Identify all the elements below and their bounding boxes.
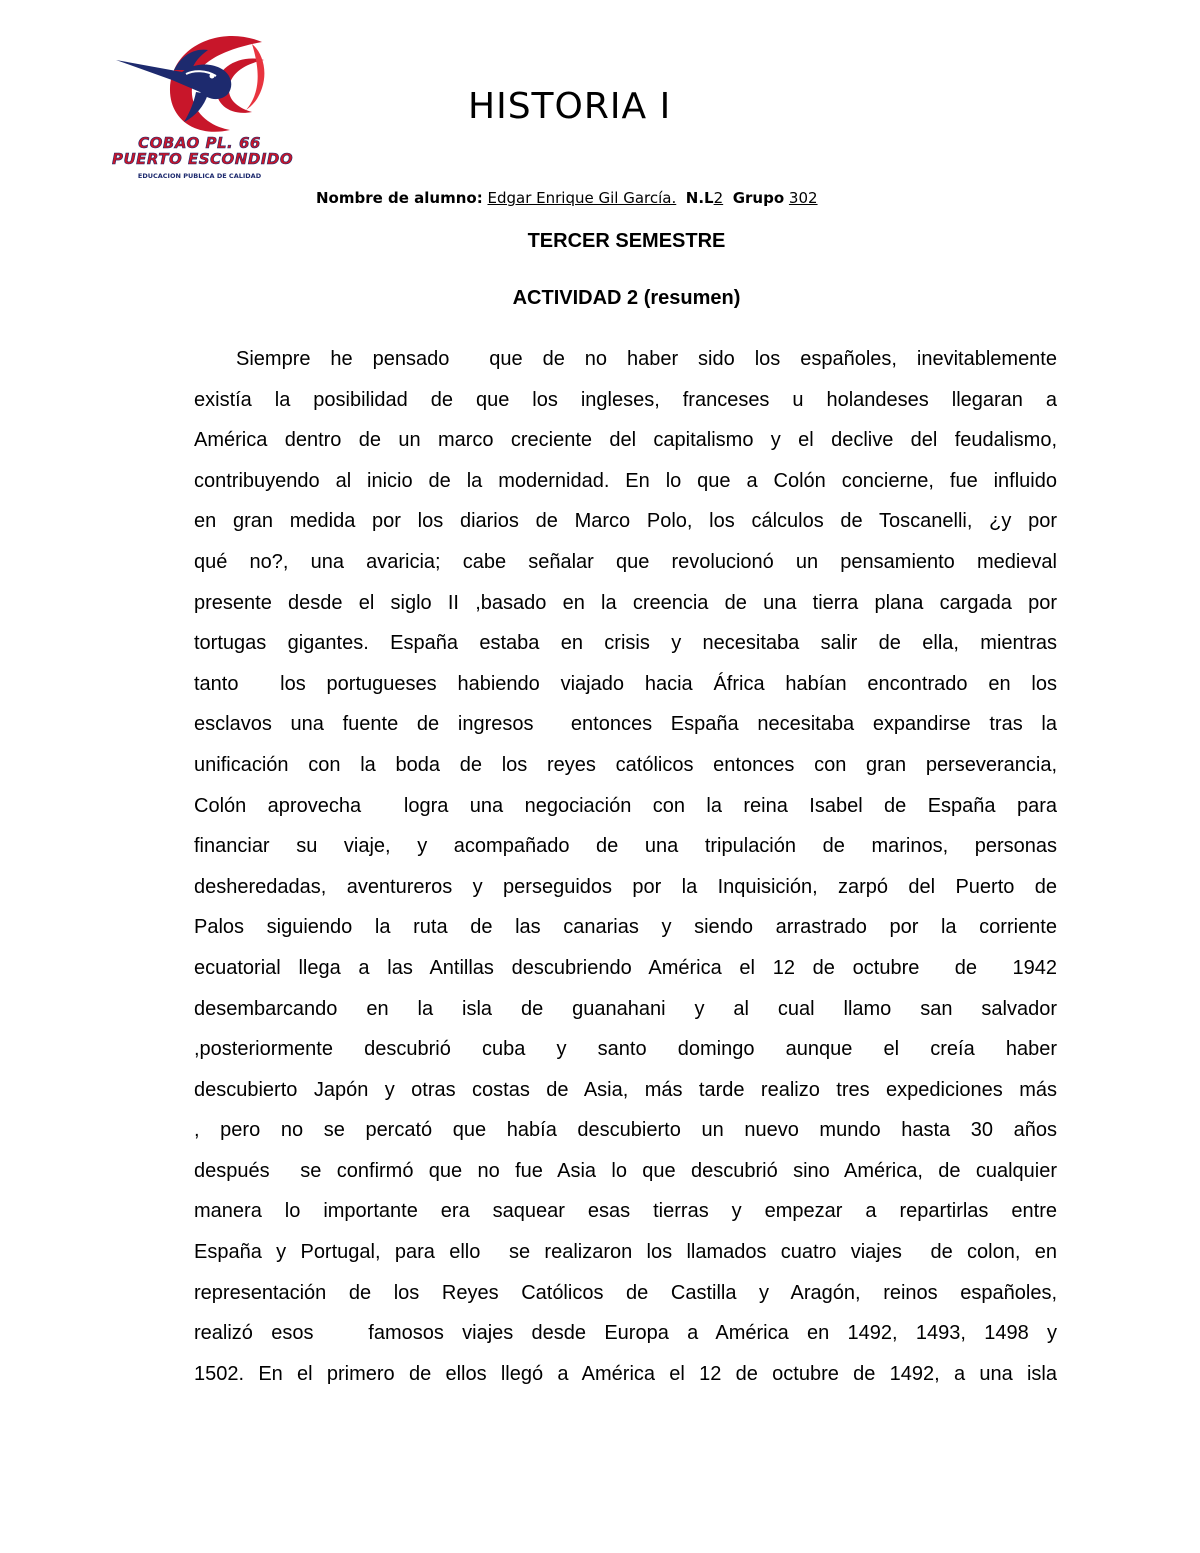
document-title: HISTORIA I bbox=[468, 86, 672, 127]
paragraph-line: tortugas gigantes. España estaba en crisis y necesitaba salir de ella, mientras bbox=[194, 632, 1057, 655]
paragraph-line: Colón aprovecha logra una negociación con la reina Isabel de España para bbox=[194, 794, 1057, 817]
paragraph-line: España y Portugal, para ello se realizaron los llamados cuatro viajes de colon, en bbox=[194, 1241, 1057, 1264]
student-name: Edgar Enrique Gil García. bbox=[487, 189, 677, 207]
paragraph-line: representación de los Reyes Católicos de Castilla y Aragón, reinos españoles, bbox=[194, 1281, 1057, 1304]
group-value: 302 bbox=[788, 189, 818, 207]
paragraph-line: Siempre he pensado que de no haber sido los españoles, inevitablemente bbox=[236, 348, 1057, 370]
nl-label: N.L bbox=[685, 189, 714, 207]
paragraph-line: realizó esos famosos viajes desde Europa a América en 1492, 1493, 1498 y bbox=[194, 1322, 1057, 1345]
school-logo bbox=[112, 30, 294, 192]
paragraph-line: existía la posibilidad de que los ingleses, franceses u holandeses llegaran a bbox=[194, 388, 1057, 411]
nl-value: 2 bbox=[713, 189, 724, 207]
paragraph-line: unificación con la boda de los reyes católicos entonces con gran perseverancia, bbox=[194, 753, 1057, 776]
logo-school-location: PUERTO ESCONDIDO bbox=[112, 150, 294, 168]
paragraph-line: descubierto Japón y otras costas de Asia, más tarde realizo tres expediciones más bbox=[194, 1078, 1057, 1101]
paragraph-line: Palos siguiendo la ruta de las canarias y siendo arrastrado por la corriente bbox=[194, 916, 1057, 939]
student-label: Nombre de alumno: bbox=[316, 189, 483, 207]
summary-paragraph bbox=[194, 339, 1057, 1394]
paragraph-line: en gran medida por los diarios de Marco Polo, los cálculos de Toscanelli, ¿y por bbox=[194, 510, 1057, 533]
paragraph-line: , pero no se percató que había descubierto un nuevo mundo hasta 30 años bbox=[194, 1119, 1057, 1142]
activity-heading: ACTIVIDAD 2 (resumen) bbox=[512, 287, 741, 309]
paragraph-line: desembarcando en la isla de guanahani y al cual llamo san salvador bbox=[194, 997, 1057, 1020]
paragraph-line: manera lo importante era saquear esas tierras y empezar a repartirlas entre bbox=[194, 1200, 1057, 1223]
student-info bbox=[316, 189, 818, 207]
paragraph-line: presente desde el siglo II ,basado en la creencia de una tierra plana cargada por bbox=[194, 591, 1057, 614]
paragraph-line: 1502. En el primero de ellos llegó a América el 12 de octubre de 1492, a una isla bbox=[194, 1362, 1057, 1385]
paragraph-line: contribuyendo al inicio de la modernidad. En lo que a Colón concierne, fue influido bbox=[194, 469, 1057, 492]
paragraph-line: ecuatorial llega a las Antillas descubriendo América el 12 de octubre de 1942 bbox=[194, 956, 1057, 979]
paragraph-line: América dentro de un marco creciente del capitalismo y el declive del feudalismo, bbox=[194, 429, 1057, 452]
paragraph-line: qué no?, una avaricia; cabe señalar que revolucionó un pensamiento medieval bbox=[194, 550, 1057, 573]
paragraph-line: esclavos una fuente de ingresos entonces España necesitaba expandirse tras la bbox=[194, 713, 1057, 736]
paragraph-line: tanto los portugueses habiendo viajado hacia África habían encontrado en los bbox=[194, 672, 1057, 695]
paragraph-line: ,posteriormente descubrió cuba y santo domingo aunque el creía haber bbox=[194, 1038, 1057, 1061]
semester-heading: TERCER SEMESTRE bbox=[527, 230, 726, 252]
group-label: Grupo bbox=[732, 189, 785, 207]
logo-school-code: COBAO PL. 66 bbox=[138, 134, 261, 152]
paragraph-line: desheredadas, aventureros y perseguidos por la Inquisición, zarpó del Puerto de bbox=[194, 875, 1057, 898]
logo-motto: EDUCACION PUBLICA DE CALIDAD bbox=[137, 172, 262, 180]
paragraph-line: después se confirmó que no fue Asia lo que descubrió sino América, de cualquier bbox=[194, 1159, 1057, 1182]
paragraph-line: financiar su viaje, y acompañado de una tripulación de marinos, personas bbox=[194, 835, 1057, 858]
marlin-emblem-icon bbox=[112, 30, 287, 140]
